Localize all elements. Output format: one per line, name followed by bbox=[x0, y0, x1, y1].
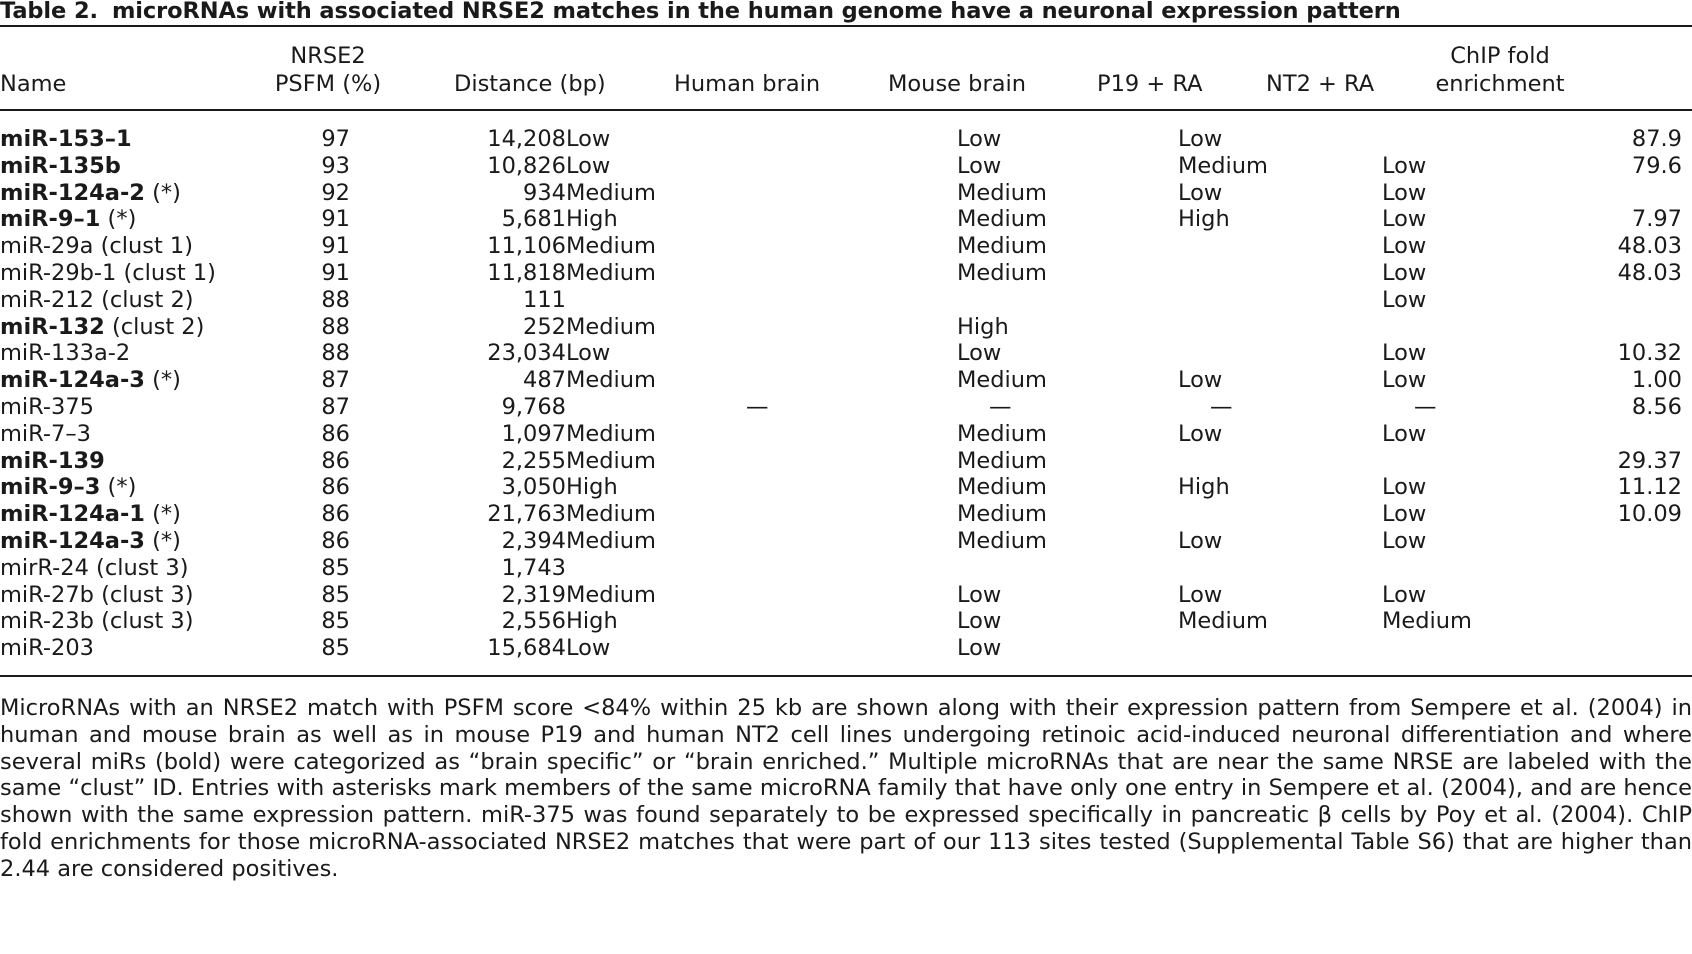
cell-p19-ra: Medium bbox=[1178, 608, 1268, 635]
table-row bbox=[0, 608, 1682, 635]
cell-human-brain: Medium bbox=[566, 233, 656, 260]
cell-distance: 3,050 bbox=[501, 474, 566, 501]
cell-nt2-ra: Low bbox=[1382, 474, 1427, 501]
cell-nt2-ra bbox=[1382, 635, 1564, 662]
cell-human-brain: Medium bbox=[566, 581, 656, 608]
cell-name bbox=[0, 233, 260, 260]
cell-psfm: 87 bbox=[321, 367, 350, 394]
cell-mouse-brain: Medium bbox=[957, 367, 1047, 394]
cell-nt2-ra bbox=[1382, 448, 1564, 475]
cell-p19-ra: Low bbox=[1178, 367, 1223, 394]
cell-chip-fold: 79.6 bbox=[1631, 152, 1682, 179]
mirna-name: miR-203 bbox=[0, 635, 94, 662]
cell-human-brain: Medium bbox=[566, 313, 656, 340]
cell-chip-fold: 48.03 bbox=[1617, 259, 1682, 286]
cell-distance: 14,208 bbox=[487, 126, 566, 152]
cell-human-brain: High bbox=[566, 608, 618, 635]
header-mouse-brain bbox=[888, 42, 1026, 98]
cell-psfm: 91 bbox=[321, 259, 350, 286]
cell-distance: 1,743 bbox=[501, 554, 566, 581]
cell-mouse-brain: High bbox=[957, 313, 1009, 340]
header-psfm-line2: PSFM (%) bbox=[274, 71, 382, 97]
cell-name bbox=[0, 180, 260, 207]
cell-mouse-brain: Low bbox=[957, 126, 1002, 152]
header-chip bbox=[1430, 42, 1570, 98]
cell-distance: 11,818 bbox=[487, 259, 566, 286]
mirna-suffix: (clust 2) bbox=[104, 313, 205, 340]
cell-p19-ra: Low bbox=[1178, 126, 1223, 152]
cell-psfm: 86 bbox=[321, 447, 350, 474]
cell-chip-fold: 10.09 bbox=[1617, 501, 1682, 528]
header-chip-line2: enrichment bbox=[1435, 71, 1565, 97]
table-row bbox=[0, 367, 1682, 394]
cell-nt2-ra: Low bbox=[1382, 286, 1427, 313]
mirna-name: miR-9–1 bbox=[0, 206, 101, 233]
table-row bbox=[0, 528, 1682, 555]
table-row bbox=[0, 153, 1682, 180]
mirna-name: miR-135b bbox=[0, 152, 121, 179]
cell-p19-ra bbox=[1178, 233, 1382, 260]
cell-human-brain: Low bbox=[566, 126, 611, 152]
cell-psfm: 85 bbox=[321, 581, 350, 608]
mirna-name: miR-124a-3 bbox=[0, 527, 145, 554]
cell-human-brain: High bbox=[566, 474, 618, 501]
cell-name bbox=[0, 448, 260, 475]
cell-mouse-brain: Medium bbox=[957, 474, 1047, 501]
data-table bbox=[0, 126, 1682, 662]
mirna-name: miR-124a-3 bbox=[0, 367, 145, 394]
table-row bbox=[0, 421, 1682, 448]
table-row bbox=[0, 314, 1682, 341]
cell-psfm: 91 bbox=[321, 233, 350, 260]
mirna-suffix: (*) bbox=[100, 206, 137, 233]
cell-mouse-brain bbox=[957, 287, 1178, 314]
table-row bbox=[0, 501, 1682, 528]
cell-psfm: 91 bbox=[321, 206, 350, 233]
cell-mouse-brain: Low bbox=[957, 340, 1002, 367]
cell-p19-ra bbox=[1178, 260, 1382, 287]
cell-nt2-ra: Low bbox=[1382, 206, 1427, 233]
cell-nt2-ra: Low bbox=[1382, 233, 1427, 260]
cell-distance: 252 bbox=[523, 313, 566, 340]
cell-mouse-brain: Medium bbox=[957, 420, 1047, 447]
cell-name bbox=[0, 474, 260, 501]
cell-chip-fold: 29.37 bbox=[1617, 447, 1682, 474]
mirna-name: miR-153–1 bbox=[0, 126, 132, 152]
cell-human-brain: Medium bbox=[566, 527, 656, 554]
table-row bbox=[0, 206, 1682, 233]
cell-nt2-ra bbox=[1382, 126, 1564, 153]
cell-p19-ra bbox=[1178, 555, 1382, 582]
cell-distance: 2,255 bbox=[501, 447, 566, 474]
cell-human-brain: Medium bbox=[566, 179, 656, 206]
cell-psfm: 88 bbox=[321, 286, 350, 313]
table-row bbox=[0, 582, 1682, 609]
mirna-name: miR-124a-2 bbox=[0, 179, 145, 206]
cell-chip-fold bbox=[1564, 555, 1682, 582]
cell-name bbox=[0, 421, 260, 448]
mirna-suffix: (*) bbox=[144, 367, 181, 394]
header-human-brain bbox=[674, 42, 820, 98]
cell-nt2-ra: Low bbox=[1382, 340, 1427, 367]
cell-mouse-brain: Low bbox=[957, 581, 1002, 608]
table-row bbox=[0, 233, 1682, 260]
mirna-name: miR-133a-2 bbox=[0, 340, 131, 367]
table-row bbox=[0, 394, 1682, 421]
mirna-name: miR-7–3 bbox=[0, 420, 91, 447]
cell-nt2-ra bbox=[1382, 314, 1564, 341]
cell-name bbox=[0, 608, 260, 635]
cell-mouse-brain: Medium bbox=[957, 259, 1047, 286]
cell-human-brain: — bbox=[746, 393, 769, 420]
bottom-rule bbox=[0, 675, 1692, 677]
cell-distance: 1,097 bbox=[501, 420, 566, 447]
cell-nt2-ra: Low bbox=[1382, 501, 1427, 528]
cell-distance: 11,106 bbox=[487, 233, 566, 260]
cell-name bbox=[0, 635, 260, 662]
header-p19-label: P19 + RA bbox=[1097, 71, 1203, 97]
cell-name bbox=[0, 501, 260, 528]
header-nt2-label: NT2 + RA bbox=[1266, 71, 1375, 97]
cell-p19-ra bbox=[1178, 635, 1382, 662]
cell-distance: 2,319 bbox=[501, 581, 566, 608]
cell-p19-ra: Low bbox=[1178, 179, 1223, 206]
table-footnote: MicroRNAs with an NRSE2 match with PSFM score <84% within 25 kb are shown along with their expression pattern from Sempere et al. (2004) in human and mouse brain as well as in mouse P19 and human NT2 cell lines undergoing retinoic acid-induced neuronal differentiation and where several miRs (bold) were categorized as “brain specific” or “brain enriched.” Multiple microRNAs that are near the same NRSE are labeled with the same “clust” ID. Entries with asterisks mark members of the same microRNA family that have only one entry in Sempere et al. (2004), and are hence shown with the same expression pattern. miR-375 was found separately to be expressed specifically in pancreatic β cells by Poy et al. (2004). ChIP fold enrichments for those microRNA-associated NRSE2 matches that were part of our 113 sites tested (Supplemental Table S6) that are higher than 2.44 are considered positives. bbox=[0, 695, 1692, 882]
cell-psfm: 86 bbox=[321, 420, 350, 447]
top-rule bbox=[0, 25, 1692, 27]
cell-psfm: 88 bbox=[321, 313, 350, 340]
cell-chip-fold: 7.97 bbox=[1631, 206, 1682, 233]
table-body bbox=[0, 126, 1682, 662]
cell-human-brain: Medium bbox=[566, 447, 656, 474]
cell-distance: 9,768 bbox=[501, 393, 566, 420]
header-nt2 bbox=[1266, 42, 1374, 98]
cell-chip-fold bbox=[1564, 421, 1682, 448]
mirna-name: miR-132 bbox=[0, 313, 105, 340]
cell-chip-fold bbox=[1564, 287, 1682, 314]
cell-distance: 2,394 bbox=[501, 527, 566, 554]
cell-p19-ra: Low bbox=[1178, 527, 1223, 554]
mirna-name: miR-212 (clust 2) bbox=[0, 286, 194, 313]
cell-nt2-ra: — bbox=[1414, 393, 1437, 420]
cell-nt2-ra: Low bbox=[1382, 179, 1427, 206]
header-p19 bbox=[1097, 42, 1202, 98]
cell-mouse-brain: Low bbox=[957, 608, 1002, 635]
mirna-name: miR-29a (clust 1) bbox=[0, 233, 194, 260]
mirna-name: miR-124a-1 bbox=[0, 501, 145, 528]
cell-chip-fold: 1.00 bbox=[1631, 367, 1682, 394]
cell-mouse-brain bbox=[957, 555, 1178, 582]
cell-name bbox=[0, 555, 260, 582]
mirna-suffix: (*) bbox=[144, 527, 181, 554]
cell-psfm: 86 bbox=[321, 474, 350, 501]
cell-name bbox=[0, 528, 260, 555]
cell-name bbox=[0, 260, 260, 287]
cell-psfm: 92 bbox=[321, 179, 350, 206]
cell-mouse-brain: Low bbox=[957, 635, 1002, 662]
cell-p19-ra bbox=[1178, 448, 1382, 475]
header-human-brain-label: Human brain bbox=[674, 71, 821, 97]
cell-mouse-brain: Medium bbox=[957, 447, 1047, 474]
cell-psfm: 85 bbox=[321, 635, 350, 662]
cell-name bbox=[0, 153, 260, 180]
cell-name bbox=[0, 126, 260, 153]
cell-distance: 10,826 bbox=[487, 152, 566, 179]
header-name bbox=[0, 42, 66, 98]
cell-distance: 111 bbox=[523, 286, 566, 313]
cell-psfm: 85 bbox=[321, 554, 350, 581]
cell-human-brain: Low bbox=[566, 152, 611, 179]
cell-p19-ra: Medium bbox=[1178, 152, 1268, 179]
cell-nt2-ra: Low bbox=[1382, 581, 1427, 608]
cell-chip-fold: 48.03 bbox=[1617, 233, 1682, 260]
cell-chip-fold bbox=[1564, 635, 1682, 662]
mirna-name: mirR-24 (clust 3) bbox=[0, 554, 189, 581]
cell-distance: 23,034 bbox=[487, 340, 566, 367]
cell-distance: 934 bbox=[523, 179, 566, 206]
cell-p19-ra bbox=[1178, 314, 1382, 341]
cell-name bbox=[0, 340, 260, 367]
table-row bbox=[0, 260, 1682, 287]
cell-name bbox=[0, 314, 260, 341]
cell-human-brain bbox=[566, 287, 957, 314]
table-row bbox=[0, 340, 1682, 367]
cell-chip-fold bbox=[1564, 582, 1682, 609]
cell-nt2-ra: Low bbox=[1382, 259, 1427, 286]
cell-distance: 487 bbox=[523, 367, 566, 394]
cell-name bbox=[0, 206, 260, 233]
table-row bbox=[0, 180, 1682, 207]
table-row bbox=[0, 635, 1682, 662]
cell-human-brain: Medium bbox=[566, 367, 656, 394]
cell-psfm: 86 bbox=[321, 527, 350, 554]
table-row bbox=[0, 287, 1682, 314]
cell-psfm: 85 bbox=[321, 608, 350, 635]
cell-distance: 2,556 bbox=[501, 608, 566, 635]
cell-p19-ra: — bbox=[1210, 393, 1233, 420]
cell-nt2-ra bbox=[1382, 555, 1564, 582]
cell-nt2-ra: Low bbox=[1382, 152, 1427, 179]
cell-human-brain: High bbox=[566, 206, 618, 233]
cell-nt2-ra: Low bbox=[1382, 367, 1427, 394]
cell-nt2-ra: Low bbox=[1382, 420, 1427, 447]
cell-p19-ra bbox=[1178, 287, 1382, 314]
table-row bbox=[0, 555, 1682, 582]
cell-mouse-brain: Medium bbox=[957, 206, 1047, 233]
cell-mouse-brain: Low bbox=[957, 152, 1002, 179]
cell-p19-ra: High bbox=[1178, 474, 1230, 501]
cell-p19-ra: Low bbox=[1178, 581, 1223, 608]
cell-p19-ra bbox=[1178, 340, 1382, 367]
mirna-name: miR-375 bbox=[0, 393, 94, 420]
header-psfm bbox=[272, 42, 384, 98]
cell-name bbox=[0, 582, 260, 609]
table-row bbox=[0, 448, 1682, 475]
cell-chip-fold: 11.12 bbox=[1617, 474, 1682, 501]
header-chip-line1: ChIP fold bbox=[1450, 43, 1550, 69]
header-psfm-line1: NRSE2 bbox=[290, 43, 366, 69]
cell-name bbox=[0, 287, 260, 314]
cell-name bbox=[0, 367, 260, 394]
cell-chip-fold bbox=[1564, 180, 1682, 207]
cell-mouse-brain: — bbox=[989, 393, 1012, 420]
mirna-name: miR-29b-1 (clust 1) bbox=[0, 259, 216, 286]
header-name-label: Name bbox=[0, 71, 67, 97]
header-rule bbox=[0, 109, 1692, 111]
cell-human-brain bbox=[566, 555, 957, 582]
cell-chip-fold: 10.32 bbox=[1617, 340, 1682, 367]
cell-psfm: 88 bbox=[321, 340, 350, 367]
mirna-name: miR-23b (clust 3) bbox=[0, 608, 194, 635]
mirna-suffix: (*) bbox=[144, 501, 181, 528]
cell-chip-fold bbox=[1564, 528, 1682, 555]
cell-distance: 15,684 bbox=[487, 635, 566, 662]
mirna-suffix: (*) bbox=[144, 179, 181, 206]
cell-distance: 5,681 bbox=[501, 206, 566, 233]
cell-nt2-ra: Low bbox=[1382, 527, 1427, 554]
cell-mouse-brain: Medium bbox=[957, 179, 1047, 206]
mirna-name: miR-27b (clust 3) bbox=[0, 581, 194, 608]
cell-human-brain: Low bbox=[566, 340, 611, 367]
table-row bbox=[0, 474, 1682, 501]
cell-chip-fold bbox=[1564, 314, 1682, 341]
cell-human-brain: Low bbox=[566, 635, 611, 662]
cell-chip-fold: 8.56 bbox=[1631, 393, 1682, 420]
mirna-name: miR-9–3 bbox=[0, 474, 101, 501]
cell-human-brain: Medium bbox=[566, 420, 656, 447]
cell-mouse-brain: Medium bbox=[957, 501, 1047, 528]
cell-p19-ra bbox=[1178, 501, 1382, 528]
cell-psfm: 86 bbox=[321, 501, 350, 528]
cell-name bbox=[0, 394, 260, 421]
header-distance bbox=[454, 42, 606, 98]
cell-mouse-brain: Medium bbox=[957, 527, 1047, 554]
cell-psfm: 93 bbox=[321, 152, 350, 179]
cell-nt2-ra: Medium bbox=[1382, 608, 1472, 635]
cell-distance: 21,763 bbox=[487, 501, 566, 528]
cell-chip-fold: 87.9 bbox=[1631, 126, 1682, 152]
table-caption bbox=[0, 0, 1401, 24]
header-mouse-brain-label: Mouse brain bbox=[888, 71, 1026, 97]
cell-human-brain: Medium bbox=[566, 259, 656, 286]
header-distance-label: Distance (bp) bbox=[454, 71, 606, 97]
mirna-suffix: (*) bbox=[100, 474, 137, 501]
cell-chip-fold bbox=[1564, 608, 1682, 635]
cell-p19-ra: High bbox=[1178, 206, 1230, 233]
cell-psfm: 87 bbox=[321, 393, 350, 420]
cell-mouse-brain: Medium bbox=[957, 233, 1047, 260]
cell-p19-ra: Low bbox=[1178, 420, 1223, 447]
cell-human-brain: Medium bbox=[566, 501, 656, 528]
table-title: microRNAs with associated NRSE2 matches in the human genome have a neuronal expression pattern bbox=[111, 0, 1401, 24]
table-row bbox=[0, 126, 1682, 153]
cell-psfm: 97 bbox=[321, 126, 350, 152]
table-label: Table 2. bbox=[0, 0, 98, 24]
mirna-name: miR-139 bbox=[0, 447, 105, 474]
